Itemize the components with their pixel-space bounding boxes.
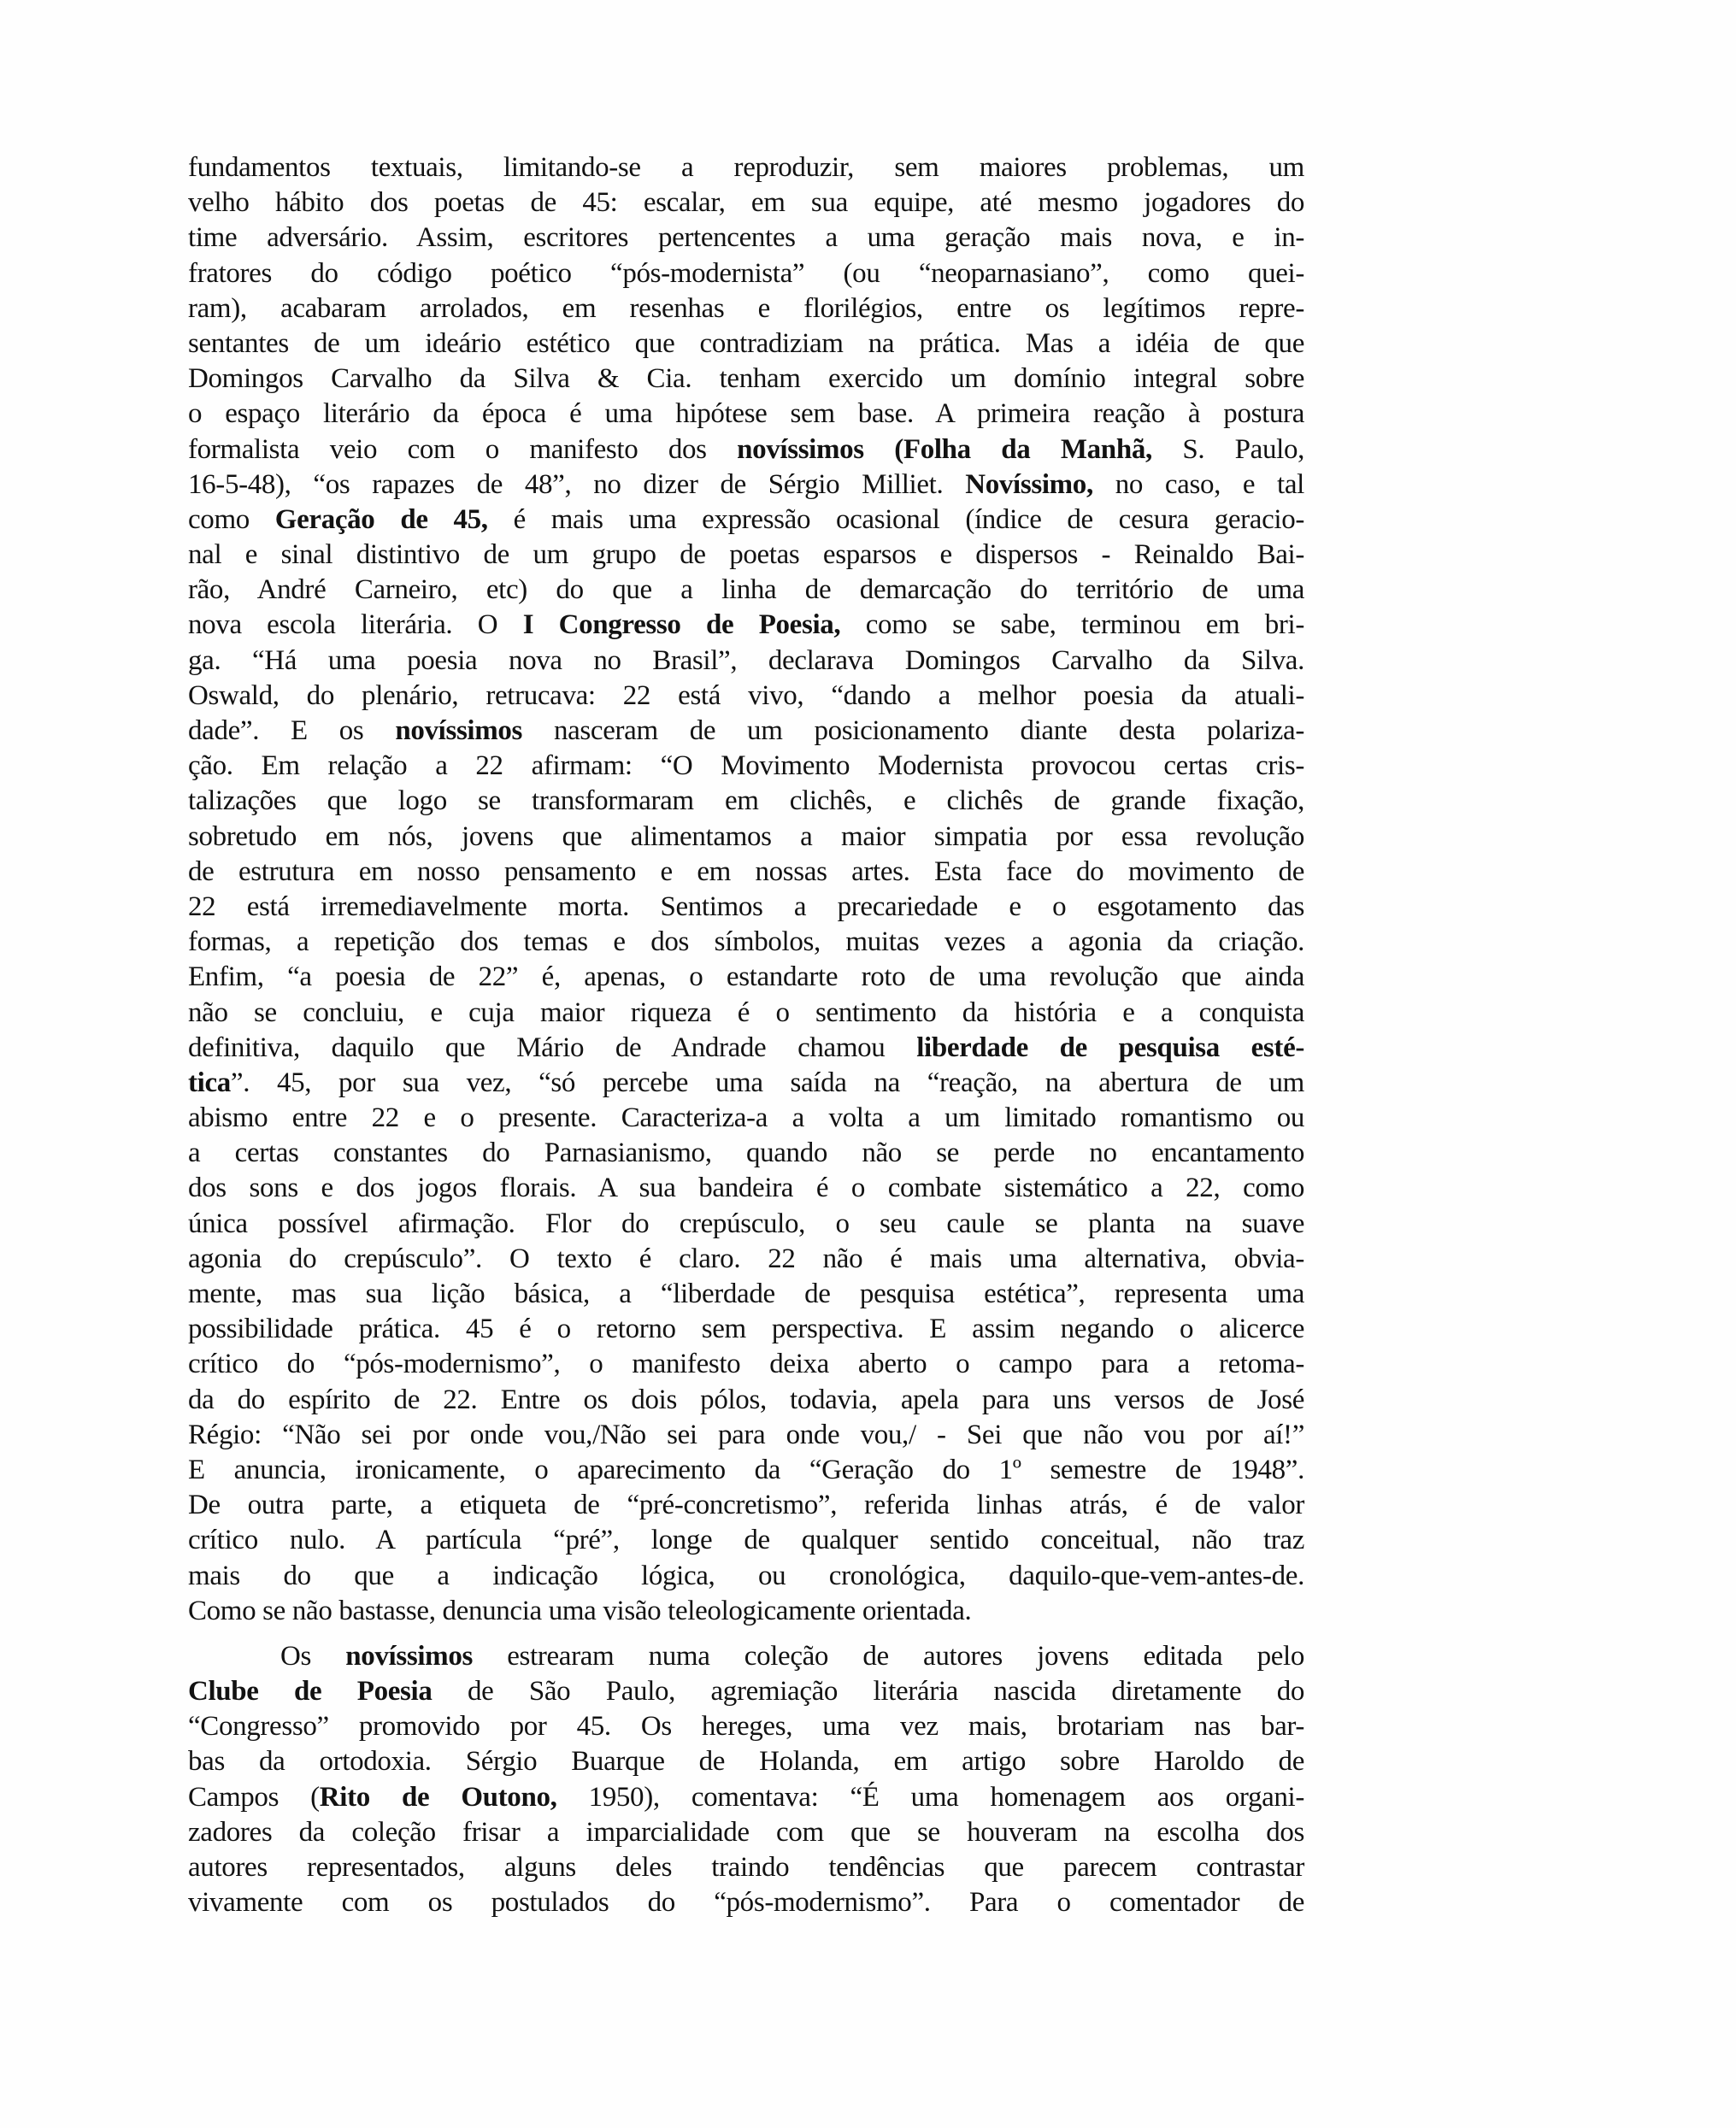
- text-line: [188, 1815, 1304, 1850]
- text-line: [188, 608, 1304, 643]
- text-line: [188, 1488, 1304, 1523]
- text-segment: abismo entre 22 e o presente. Caracteriza-a a volta a um limitado romantismo ou: [188, 1102, 1304, 1134]
- text-segment: bas da ortodoxia. Sérgio Buarque de Holanda, em artigo sobre Haroldo de: [188, 1746, 1304, 1778]
- text-line: [188, 1347, 1304, 1382]
- text-line: [188, 150, 1304, 185]
- text-line: [188, 1885, 1304, 1920]
- text-line: [188, 291, 1304, 326]
- text-segment: vivamente com os postulados do “pós-modernismo”. Para o comentador de: [188, 1887, 1304, 1919]
- text-line: [188, 1780, 1304, 1815]
- text-line: [188, 1242, 1304, 1277]
- text-segment: dade”. E os: [188, 715, 396, 746]
- text-segment: de estrutura em nosso pensamento e em nossas artes. Esta face do movimento de: [188, 855, 1304, 887]
- text-segment: ”. 45, por sua vez, “só percebe uma saída na “reação, na abertura de um: [230, 1067, 1304, 1098]
- text-segment: [864, 434, 894, 465]
- text-line: [188, 1639, 1304, 1674]
- text-segment: crítico do “pós-modernismo”, o manifesto deixa aberto o campo para a retoma-: [188, 1349, 1304, 1380]
- text-segment: Enfim, “a poesia de 22” é, apenas, o estandarte roto de uma revolução que ainda: [188, 961, 1304, 993]
- text-line: [188, 855, 1304, 890]
- text-segment: 16-5-48), “os rapazes de 48”, no dizer de Sérgio Milliet.: [188, 468, 966, 500]
- text-line: [188, 1277, 1304, 1312]
- text-segment: sobretudo em nós, jovens que alimentamos a maior simpatia por essa revolução: [188, 820, 1304, 852]
- paragraph: [188, 150, 1304, 1629]
- text-segment: não se concluiu, e cuja maior riqueza é o sentimento da história e a conquista: [188, 996, 1304, 1028]
- text-line: [188, 538, 1304, 573]
- text-line: [188, 1594, 1304, 1629]
- text-line: [188, 1523, 1304, 1558]
- text-line: [188, 1674, 1304, 1709]
- text-line: [188, 573, 1304, 608]
- text-line: [188, 890, 1304, 925]
- paragraph: [188, 1639, 1304, 1921]
- text-line: [188, 256, 1304, 291]
- text-line: [188, 432, 1304, 467]
- text-segment: ção. Em relação a 22 afirmam: “O Movimento Modernista provocou certas cris-: [188, 750, 1304, 782]
- text-line: [188, 1031, 1304, 1066]
- text-segment: Régio: “Não sei por onde vou,/Não sei para onde vou,/ - Sei que não vou por aí!”: [188, 1419, 1304, 1450]
- text-segment: no caso, e tal: [1092, 468, 1304, 500]
- text-line: [188, 996, 1304, 1031]
- text-segment: formalista veio com o manifesto dos: [188, 433, 738, 465]
- text-line: [188, 1418, 1304, 1453]
- text-segment: 22 está irremediavelmente morta. Sentimos a precariedade e o esgotamento das: [188, 891, 1304, 922]
- text-line: [188, 503, 1304, 538]
- text-segment: é mais uma expressão ocasional (índice de cesura geracio-: [487, 503, 1304, 535]
- text-segment: Como se não bastasse, denuncia uma visão teleologicamente orientada.: [188, 1595, 972, 1626]
- bold-text-segment: Clube de Poesia: [188, 1676, 433, 1708]
- bold-text-segment: novíssimos: [737, 433, 864, 465]
- text-line: [188, 1709, 1304, 1744]
- text-line: [188, 749, 1304, 784]
- text-segment: Domingos Carvalho da Silva & Cia. tenham exercido um domínio integral sobre: [188, 363, 1304, 395]
- page-text: [188, 150, 1304, 1920]
- text-line: [188, 1312, 1304, 1347]
- text-segment: De outra parte, a etiqueta de “pré-concretismo”, referida linhas atrás, é de valor: [188, 1490, 1304, 1521]
- text-segment: rão, André Carneiro, etc) do que a linha de demarcação do território de uma: [188, 574, 1304, 606]
- text-line: [188, 820, 1304, 855]
- text-segment: única possível afirmação. Flor do crepúsculo, o seu caule se planta na suave: [188, 1208, 1304, 1239]
- text-segment: fundamentos textuais, limitando-se a reproduzir, sem maiores problemas, um: [188, 152, 1304, 183]
- text-line: [188, 362, 1304, 397]
- text-segment: time adversário. Assim, escritores pertencentes a uma geração mais nova, e in-: [188, 222, 1304, 254]
- text-line: [188, 1453, 1304, 1488]
- text-line: [188, 925, 1304, 960]
- text-segment: definitiva, daquilo que Mário de Andrade chamou: [188, 1032, 917, 1063]
- text-line: [188, 1171, 1304, 1206]
- text-segment: Campos (: [188, 1781, 320, 1813]
- text-segment: dos sons e dos jogos florais. A sua bandeira é o combate sistemático a 22, como: [188, 1173, 1304, 1204]
- text-line: [188, 1383, 1304, 1418]
- text-segment: o espaço literário da época é uma hipótese sem base. A primeira reação à postura: [188, 398, 1304, 430]
- text-line: [188, 644, 1304, 679]
- text-segment: talizações que logo se transformaram em clichês, e clichês de grande fixação,: [188, 785, 1304, 817]
- bold-text-segment: novíssimos: [395, 715, 523, 746]
- text-segment: mais do que a indicação lógica, ou cronológica, daquilo-que-vem-antes-de.: [188, 1560, 1304, 1591]
- text-segment: formas, a repetição dos temas e dos símbolos, muitas vezes a agonia da criação.: [188, 926, 1304, 958]
- bold-text-segment: (Folha da Manhã,: [894, 433, 1152, 465]
- text-line: [188, 1850, 1304, 1885]
- text-segment: nova escola literária. O: [188, 609, 523, 641]
- text-line: [188, 467, 1304, 503]
- bold-text-segment: tica: [188, 1067, 231, 1098]
- text-line: [188, 1101, 1304, 1136]
- text-line: [188, 220, 1304, 256]
- text-segment: nal e sinal distintivo de um grupo de poetas esparsos e dispersos - Reinaldo Bai-: [188, 539, 1304, 571]
- text-segment: como se sabe, terminou em bri-: [840, 609, 1304, 641]
- text-segment: como: [188, 503, 275, 535]
- text-segment: E anuncia, ironicamente, o aparecimento da “Geração do 1º semestre de 1948”.: [188, 1454, 1304, 1485]
- text-segment: agonia do crepúsculo”. O texto é claro. 22 não é mais uma alternativa, obvia-: [188, 1243, 1304, 1274]
- text-segment: Os: [280, 1640, 346, 1672]
- text-line: [188, 960, 1304, 995]
- text-segment: mente, mas sua lição básica, a “liberdade de pesquisa estética”, representa uma: [188, 1279, 1304, 1309]
- text-segment: crítico nulo. A partícula “pré”, longe de qualquer sentido conceitual, não traz: [188, 1525, 1304, 1556]
- text-segment: estrearam numa coleção de autores jovens editada pelo: [472, 1640, 1304, 1672]
- text-segment: da do espírito de 22. Entre os dois pólos, todavia, apela para uns versos de José: [188, 1384, 1304, 1415]
- text-line: [188, 326, 1304, 362]
- text-line: [188, 1559, 1304, 1594]
- bold-text-segment: liberdade de pesquisa esté-: [916, 1032, 1305, 1063]
- text-segment: ga. “Há uma poesia nova no Brasil”, declarava Domingos Carvalho da Silva.: [188, 644, 1304, 676]
- bold-text-segment: Geração de 45,: [274, 503, 488, 535]
- text-segment: a certas constantes do Parnasianismo, quando não se perde no encantamento: [188, 1137, 1304, 1169]
- text-segment: possibilidade prática. 45 é o retorno sem perspectiva. E assim negando o alicerce: [188, 1314, 1304, 1345]
- text-line: [188, 679, 1304, 714]
- text-line: [188, 714, 1304, 749]
- text-line: [188, 1136, 1304, 1171]
- bold-text-segment: I Congresso de Poesia,: [522, 609, 841, 641]
- bold-text-segment: novíssimos: [345, 1640, 473, 1672]
- text-segment: ram), acabaram arrolados, em resenhas e florilégios, entre os legítimos repre-: [188, 292, 1304, 324]
- bold-text-segment: Novíssimo,: [965, 468, 1093, 500]
- text-segment: fratores do código poético “pós-modernista” (ou “neoparnasiano”, como quei-: [188, 257, 1304, 289]
- text-segment: S. Paulo,: [1151, 433, 1304, 465]
- text-line: [188, 1066, 1304, 1101]
- text-line: [188, 397, 1304, 432]
- text-segment: Oswald, do plenário, retrucava: 22 está vivo, “dando a melhor poesia da atuali-: [188, 679, 1304, 711]
- text-segment: nasceram de um posicionamento diante desta polariza-: [522, 715, 1304, 746]
- text-line: [188, 1744, 1304, 1779]
- text-line: [188, 784, 1304, 819]
- text-segment: de São Paulo, agremiação literária nascida diretamente do: [432, 1676, 1305, 1708]
- text-segment: “Congresso” promovido por 45. Os hereges, uma vez mais, brotariam nas bar-: [188, 1711, 1304, 1743]
- text-segment: autores representados, alguns deles traindo tendências que parecem contrastar: [188, 1852, 1304, 1883]
- text-line: [188, 1207, 1304, 1242]
- text-line: [188, 185, 1304, 220]
- text-segment: 1950), comentava: “É uma homenagem aos organi-: [556, 1781, 1305, 1813]
- text-segment: sentantes de um ideário estético que contradiziam na prática. Mas a idéia de que: [188, 327, 1304, 359]
- text-segment: zadores da coleção frisar a imparcialidade com que se houveram na escolha dos: [188, 1816, 1304, 1848]
- bold-text-segment: Rito de Outono,: [319, 1781, 557, 1813]
- text-segment: velho hábito dos poetas de 45: escalar, em sua equipe, até mesmo jogadores do: [188, 187, 1304, 219]
